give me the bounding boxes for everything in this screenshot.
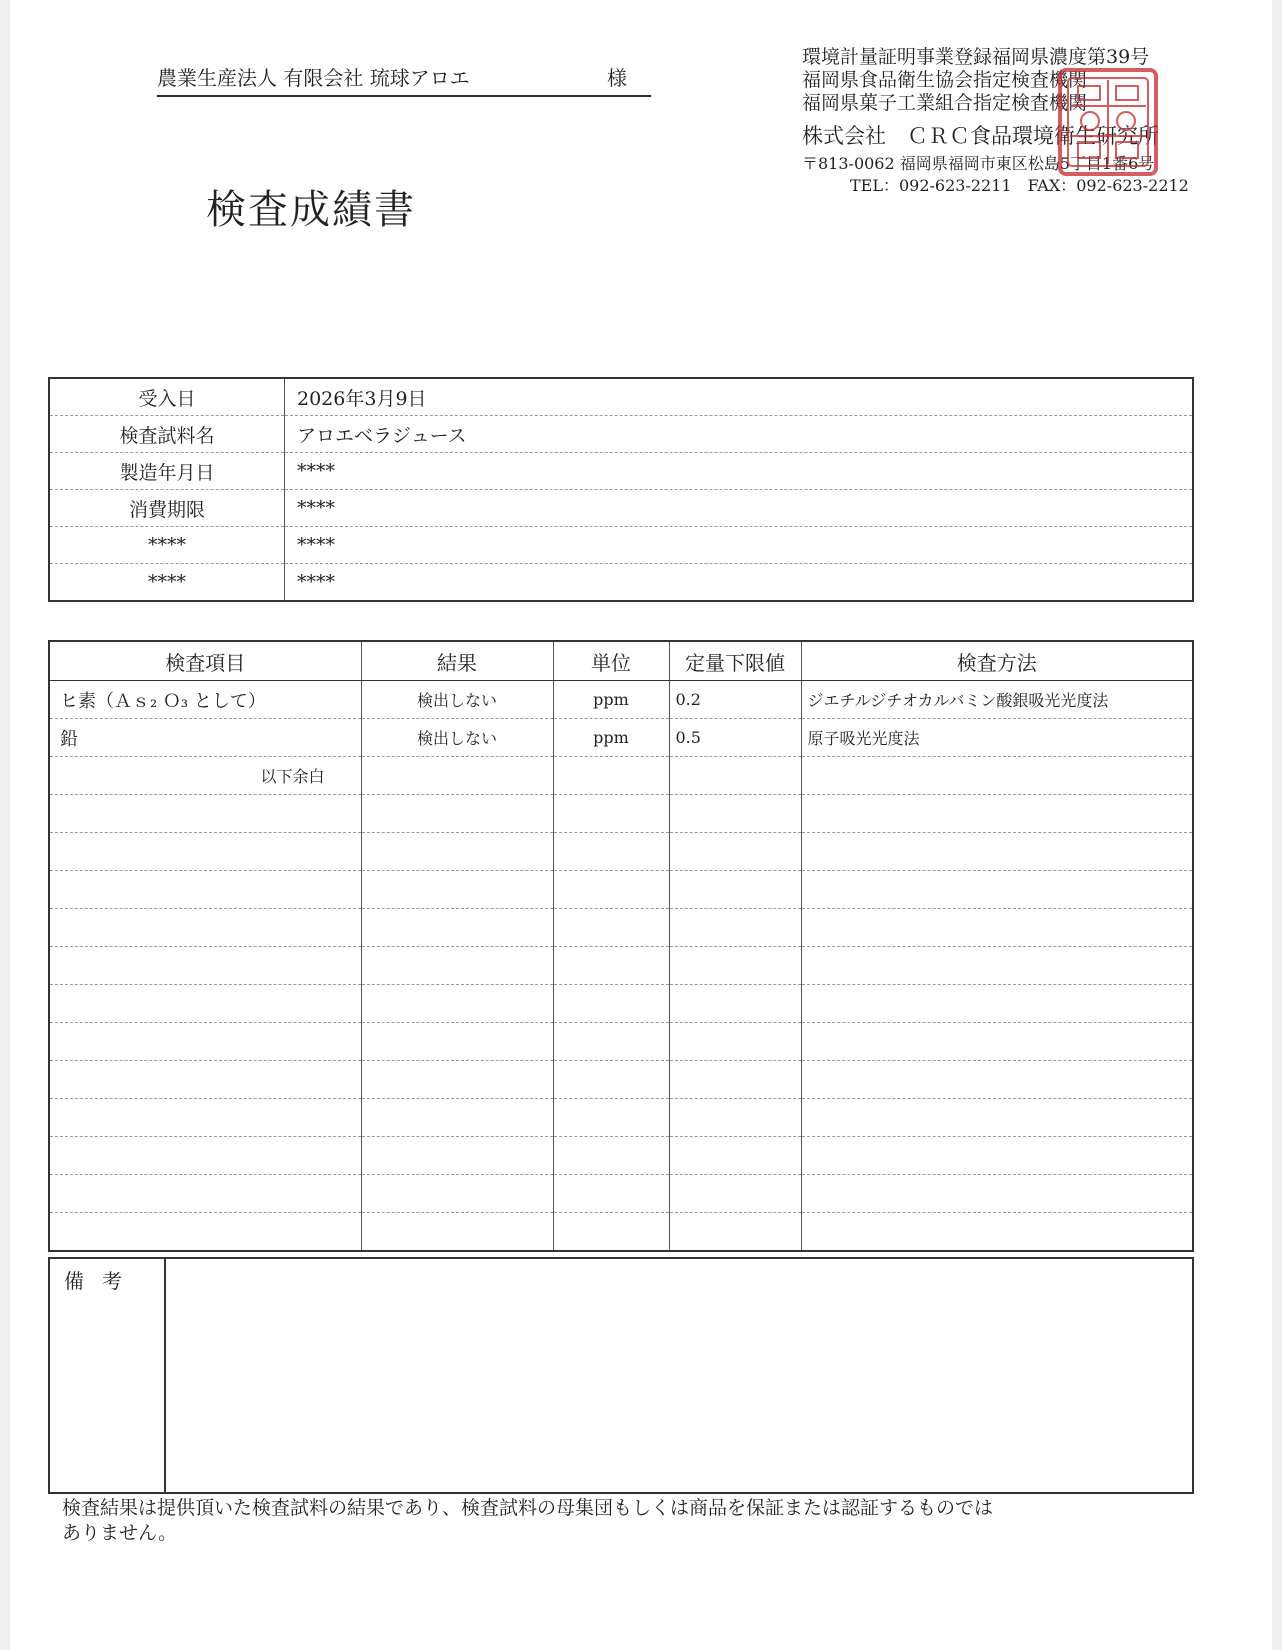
header-quant-limit: 定量下限値 xyxy=(669,641,801,681)
remarks-label: 備考 xyxy=(49,1258,165,1493)
header-unit: 単位 xyxy=(553,641,669,681)
report-page xyxy=(10,0,1272,1650)
table-row xyxy=(49,719,1193,757)
remarks-content xyxy=(165,1258,1193,1493)
info-label: 消費期限 xyxy=(49,490,285,527)
recipient-name: 農業生産法人 有限会社 琉球アロエ xyxy=(157,66,470,90)
info-value: アロエベラジュース xyxy=(285,416,1194,453)
lab-designation-2: 福岡県菓子工業組合指定検査機関 xyxy=(802,92,1088,114)
empty-row xyxy=(49,1061,1193,1099)
test-unit: ppm xyxy=(553,681,669,719)
empty-row xyxy=(49,1175,1193,1213)
info-label: 製造年月日 xyxy=(49,453,285,490)
info-value: **** xyxy=(285,453,1194,490)
empty-row xyxy=(49,795,1193,833)
test-method: ジエチルジチオカルバミン酸銀吸光光度法 xyxy=(801,681,1193,719)
test-item: 鉛 xyxy=(49,719,361,757)
empty-row xyxy=(49,909,1193,947)
table-row xyxy=(49,757,1193,795)
sample-info-table xyxy=(48,377,1194,602)
test-item: ヒ素（Ａｓ₂ Ｏ₃ として） xyxy=(49,681,361,719)
info-row xyxy=(49,527,1193,564)
info-row xyxy=(49,564,1193,602)
info-row xyxy=(49,453,1193,490)
info-row xyxy=(49,490,1193,527)
results-table xyxy=(48,640,1194,1252)
document-title: 検査成績書 xyxy=(206,187,416,233)
empty-row xyxy=(49,1137,1193,1175)
info-label: **** xyxy=(49,564,285,602)
empty-row xyxy=(49,1213,1193,1252)
info-value: **** xyxy=(285,527,1194,564)
recipient-line xyxy=(157,62,651,97)
lab-phone-fax: TEL：092-623-2211 FAX：092-623-2212 xyxy=(850,176,1189,195)
empty-row xyxy=(49,1099,1193,1137)
test-limit: 0.5 xyxy=(669,719,801,757)
recipient-honorific: 様 xyxy=(607,66,627,90)
empty-row xyxy=(49,833,1193,871)
test-method: 原子吸光光度法 xyxy=(801,719,1193,757)
lab-company-name: 株式会社 ＣＲＣ食品環境衛生研究所 xyxy=(802,124,1159,148)
info-label: **** xyxy=(49,527,285,564)
test-unit: ppm xyxy=(553,719,669,757)
company-seal-stamp xyxy=(1056,66,1160,178)
results-header-row xyxy=(49,641,1193,681)
empty-row xyxy=(49,985,1193,1023)
info-value: 2026年3月9日 xyxy=(285,378,1194,416)
header-test-item: 検査項目 xyxy=(49,641,361,681)
table-row xyxy=(49,681,1193,719)
info-label: 受入日 xyxy=(49,378,285,416)
info-row xyxy=(49,416,1193,453)
disclaimer-note: 検査結果は提供頂いた検査試料の結果であり、検査試料の母集団もしくは商品を保証または認証するものでは ありません。 xyxy=(62,1497,994,1544)
empty-row xyxy=(49,947,1193,985)
test-result: 検出しない xyxy=(361,681,553,719)
info-value: **** xyxy=(297,571,335,593)
lab-registration: 環境計量証明事業登録福岡県濃度第39号 xyxy=(802,46,1150,68)
lab-address: 〒813-0062 福岡県福岡市東区松島5丁目1番6号 xyxy=(802,154,1155,173)
info-value: **** xyxy=(285,490,1194,527)
end-of-entries-note: 以下余白 xyxy=(49,757,361,795)
test-result: 検出しない xyxy=(361,719,553,757)
header-result: 結果 xyxy=(361,641,553,681)
test-limit: 0.2 xyxy=(669,681,801,719)
header-method: 検査方法 xyxy=(801,641,1193,681)
info-label: 検査試料名 xyxy=(49,416,285,453)
info-row xyxy=(49,378,1193,416)
empty-row xyxy=(49,871,1193,909)
empty-row xyxy=(49,1023,1193,1061)
remarks-box xyxy=(48,1257,1194,1494)
lab-designation-1: 福岡県食品衛生協会指定検査機関 xyxy=(802,69,1088,91)
